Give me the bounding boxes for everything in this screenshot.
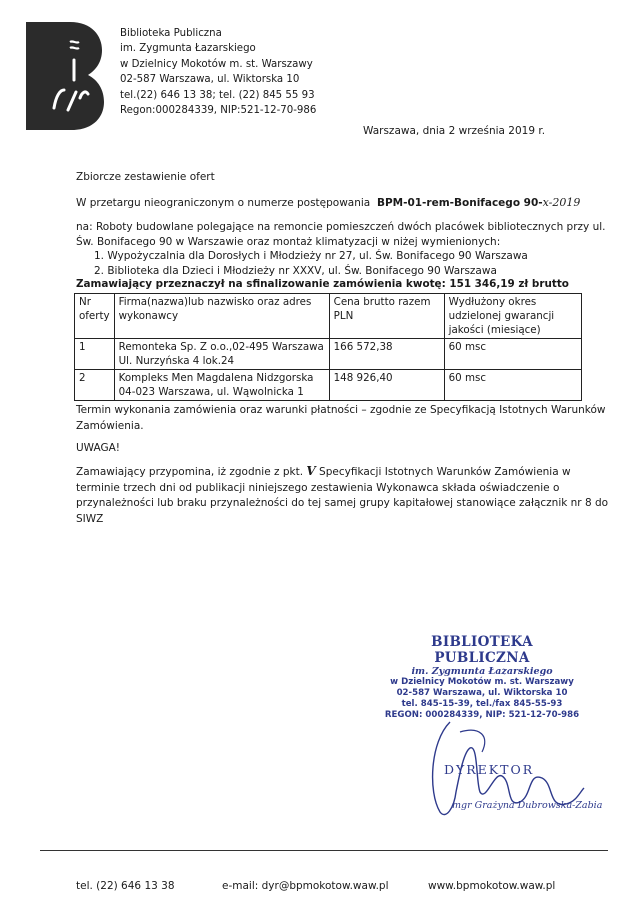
header-text: Nr (79, 296, 91, 308)
header-cell (114, 294, 329, 339)
library-stamp (382, 634, 582, 721)
document-date: Warszawa, dnia 2 września 2019 r. (363, 125, 546, 137)
stamp-subtitle: im. Zygmunta Łazarskiego (411, 666, 553, 677)
scope-item: 1. Wypożyczalnia dla Dorosłych i Młodzieży nr 27, ul. Św. Bonifacego 90 Warszawa (94, 250, 528, 263)
header-line: im. Zygmunta Łazarskiego (120, 43, 256, 55)
reminder-line: terminie trzech dni od publikacji niniejszego zestawienia Wykonawca składa oświadczenie o (76, 481, 560, 494)
header-line: Biblioteka Publiczna (120, 28, 222, 39)
document-subject: Zbiorcze zestawienie ofert (76, 171, 215, 183)
firm-line: Remonteka Sp. Z o.o.,02-495 Warszawa (118, 341, 324, 353)
offer-warranty: 60 msc (444, 370, 581, 401)
scope-line: Św. Bonifacego 90 w Warszawie oraz montaż klimatyzacji w niżej wymienionych: (76, 235, 501, 248)
footer-website[interactable]: www.bpmokotow.waw.pl (428, 880, 556, 892)
offer-number: 2 (75, 370, 115, 401)
stamp-line: w Dzielnicy Mokotów m. st. Warszawy (390, 677, 574, 687)
firm-line: Kompleks Men Magdalena Nidzgorska (118, 372, 314, 384)
tender-scope (76, 220, 606, 278)
offer-number: 1 (75, 339, 115, 370)
footer-phone: tel. (22) 646 13 38 (76, 880, 175, 892)
terms-note (76, 403, 605, 434)
tender-handwritten-suffix: x-2019 (542, 196, 581, 209)
reminder-line: SIWZ (76, 512, 104, 525)
header-line: tel.(22) 646 13 38; tel. (22) 845 55 93 (120, 89, 315, 101)
header-line: w Dzielnicy Mokotów m. st. Warszawy (120, 58, 313, 70)
tender-number: BPM-01-rem-Bonifacego 90- (376, 197, 543, 209)
reminder-text: Zamawiający przypomina, iż zgodnie z pkt. (76, 466, 304, 478)
reminder-line: przynależności lub braku przynależności do tej samej grupy kapitałowej stanowiące załącznik nr 8 do (76, 497, 609, 509)
header-text: udzielonej gwarancji (448, 310, 555, 322)
footer-email[interactable]: e-mail: dyr@bpmokotow.waw.pl (222, 880, 389, 892)
header-text: Cena brutto razem (333, 296, 431, 308)
offer-price: 148 926,40 (329, 370, 444, 401)
stamp-line: 02-587 Warszawa, ul. Wiktorska 10 (396, 688, 568, 698)
header-cell (329, 294, 444, 339)
reminder-text: Specyfikacji Istotnych Warunków Zamówienia w (315, 466, 571, 478)
tender-prefix: W przetargu nieograniczonym o numerze postępowania (76, 197, 371, 209)
header-text: Wydłużony okres (448, 296, 537, 308)
header-line: 02-587 Warszawa, ul. Wiktorska 10 (120, 74, 300, 86)
library-b-logo-icon (18, 20, 106, 132)
header-text: PLN (333, 310, 354, 322)
header-text: wykonawcy (118, 310, 179, 322)
scope-line: na: Roboty budowlane polegające na remoncie pomieszczeń dwóch placówek bibliotecznych przy ul. (76, 221, 606, 233)
stamp-line: tel. 845-15-39, tel./fax 845-55-93 (401, 699, 563, 709)
table-header-row (75, 294, 582, 339)
budget-statement: Zamawiający przeznaczył na sfinalizowanie zamówienia kwotę: 151 346,19 zł brutto (76, 278, 569, 290)
offer-warranty: 60 msc (444, 339, 581, 370)
header-text: jakości (miesiące) (448, 324, 541, 336)
tender-reference (76, 196, 580, 210)
reminder-line (76, 464, 608, 481)
header-text: oferty (79, 310, 110, 322)
stamp-line: REGON: 000284339, NIP: 521-12-70-986 (384, 710, 580, 720)
header-line: Regon:000284339, NIP:521-12-70-986 (120, 105, 317, 117)
offer-firm (114, 339, 329, 370)
handwritten-point: V (306, 464, 316, 478)
header-cell (444, 294, 581, 339)
stamp-title: BIBLIOTEKA PUBLICZNA (431, 634, 533, 666)
offer-firm (114, 370, 329, 401)
scope-item: 2. Biblioteka dla Dzieci i Młodzieży nr XXXV, ul. Św. Bonifacego 90 Warszawa (94, 264, 497, 277)
offers-table (74, 293, 582, 401)
director-name: mgr Grażyna Dubrowska-Zabia (452, 800, 603, 811)
note-line: Zamówienia. (76, 419, 144, 432)
director-title: DYREKTOR (444, 762, 535, 777)
library-address-header (120, 26, 316, 118)
table-row (75, 370, 582, 401)
warning-heading: UWAGA! (76, 442, 121, 454)
table-row (75, 339, 582, 370)
footer-divider (40, 850, 608, 851)
header-text: Firma(nazwa)lub nazwisko oraz adres (118, 296, 312, 308)
offer-price: 166 572,38 (329, 339, 444, 370)
header-cell (75, 294, 115, 339)
reminder-paragraph (76, 464, 608, 527)
firm-line: 04-023 Warszawa, ul. Wąwolnicka 1 (118, 386, 304, 398)
firm-line: Ul. Nurzyńska 4 lok.24 (118, 355, 235, 367)
note-line: Termin wykonania zamówienia oraz warunki płatności – zgodnie ze Specyfikacją Istotnych Warunków (76, 404, 606, 416)
